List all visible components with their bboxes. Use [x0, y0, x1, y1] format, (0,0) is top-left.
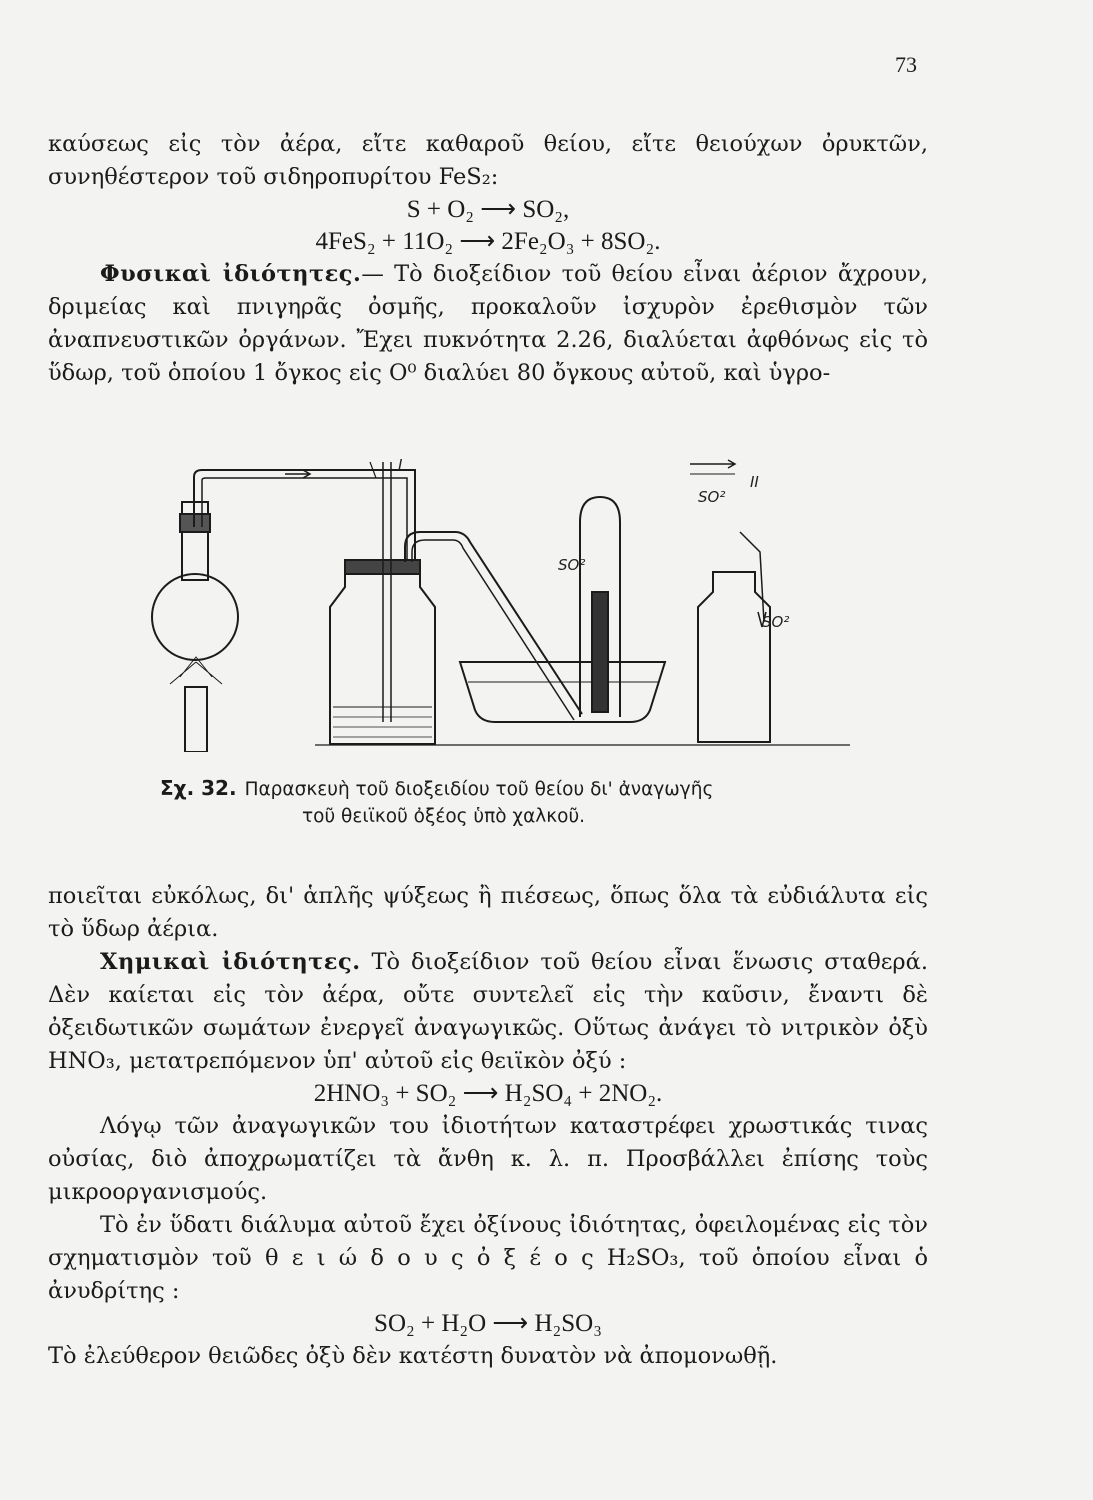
trough — [460, 662, 665, 722]
heading-chemical-properties: Χημικαὶ ἰδιότητες. — [100, 949, 361, 975]
burner — [185, 687, 207, 752]
heading-physical-properties: Φυσικαὶ ἰδιότητες. — [100, 261, 362, 287]
caption-label: Σχ. 32. — [160, 776, 237, 800]
round-flask — [152, 574, 238, 660]
physical-properties-text: — Τὸ διοξείδιον τοῦ θείου εἶναι ἀέριον ἄχρουν, δριμείας καὶ πνιγηρᾶς ὀσμῆς, προκαλοῦν ἰσχυρὸν ἐρεθισμὸν τῶν ἀναπνευστικῶν ὀργάνων. Ἔχει πυκνότητα 2.26, διαλύεται ἀφθόνως εἰς τὸ ὕδωρ, τοῦ ὁποίου 1 ὄγκος εἰς O⁰ διαλύει 80 ὄγκους αὐτοῦ, καὶ ὑγρο- — [48, 261, 928, 386]
label-I: I — [398, 456, 403, 474]
equation-pyrite-combustion: 4FeS₂ + 11O₂ ⟶ 2Fe₂O₃ + 8SO₂. — [315, 228, 661, 255]
paragraph-combustion: καύσεως εἰς τὸν ἀέρα, εἴτε καθαροῦ θείου, εἴτε θειούχων ὀρυκτῶν, συνηθέστερον τοῦ σιδηροπυρίτου FeS₂: — [48, 131, 928, 190]
chemical-properties-text: Τὸ διοξείδιον τοῦ θείου εἶναι ἕνωσις σταθερά. Δὲν καίεται εἰς τὸν ἀέρα, οὔτε συντελεῖ εἰς τὴν καῦσιν, ἔναντι δὲ ὀξειδωτικῶν σωμάτων ἐνεργεῖ ἀναγωγικῶς. Οὕτως ἀνάγει τὸ νιτρικὸν ὀξὺ HNO₃, μετατρεπόμενον ὑπ' αὐτοῦ εἰς θειϊκὸν ὀξύ : — [48, 949, 928, 1074]
paragraph-liquefaction: ποιεῖται εὐκόλως, δι' ἁπλῆς ψύξεως ἢ πιέσεως, ὅπως ὅλα τὰ εὐδιάλυτα εἰς τὸ ὕδωρ ἀέρια. — [48, 883, 928, 942]
top-text-block — [48, 128, 928, 390]
bottom-text-block — [48, 880, 928, 1373]
caption-line-2: τοῦ θειϊκοῦ ὀξέος ὑπὸ χαλκοῦ. — [302, 806, 586, 827]
equation-sulfurous-acid: SO₂ + H₂O ⟶ H₂SO₃ — [374, 1310, 602, 1337]
equation-sulfur-combustion: S + O₂ ⟶ SO₂, — [406, 196, 570, 223]
label-so2-tube: SO² — [558, 556, 586, 574]
paragraph-bleaching: Λόγῳ τῶν ἀναγωγικῶν του ἰδιοτήτων καταστρέφει χρωστικάς τινας οὐσίας, διὸ ἀποχρωματίζει τὰ ἄνθη κ. λ. π. Προσβάλλει ἐπίσης τοὺς μικροοργανισμούς. — [48, 1113, 928, 1205]
apparatus-diagram — [150, 452, 910, 752]
delivery-tube — [194, 470, 415, 572]
label-II: II — [750, 473, 759, 491]
paragraph-sulfurous-acid: Τὸ ἐν ὕδατι διάλυμα αὐτοῦ ἔχει ὀξίνους ἰδιότητας, ὀφειλομένας εἰς τὸν σχηματισμὸν τοῦ θ ε ι ώ δ ο υ ς ὀ ξ έ ο ς H₂SO₃, τοῦ ὁποίου εἶναι ὁ ἀνυδρίτης : — [48, 1212, 928, 1304]
caption-line-1: Παρασκευὴ τοῦ διοξειδίου τοῦ θείου δι' ἀναγωγῆς — [244, 779, 714, 800]
equation-nitric-reduction: 2HNO₃ + SO₂ ⟶ H₂SO₄ + 2NO₂. — [313, 1080, 663, 1107]
label-so2-outlet: SO² — [698, 488, 726, 506]
paragraph-physical-properties — [48, 258, 928, 390]
page-number: 73 — [895, 52, 917, 77]
gas-jar — [698, 572, 770, 742]
label-so2-jar: SO² — [762, 613, 790, 631]
figure-caption — [160, 775, 860, 830]
paragraph-free-acid: Τὸ ἐλεύθερον θειῶδες ὀξὺ δὲν κατέστη δυνατὸν νὰ ἀπομονωθῇ. — [48, 1343, 778, 1369]
apparatus-figure — [150, 452, 910, 752]
paragraph-chemical-properties — [48, 946, 928, 1078]
